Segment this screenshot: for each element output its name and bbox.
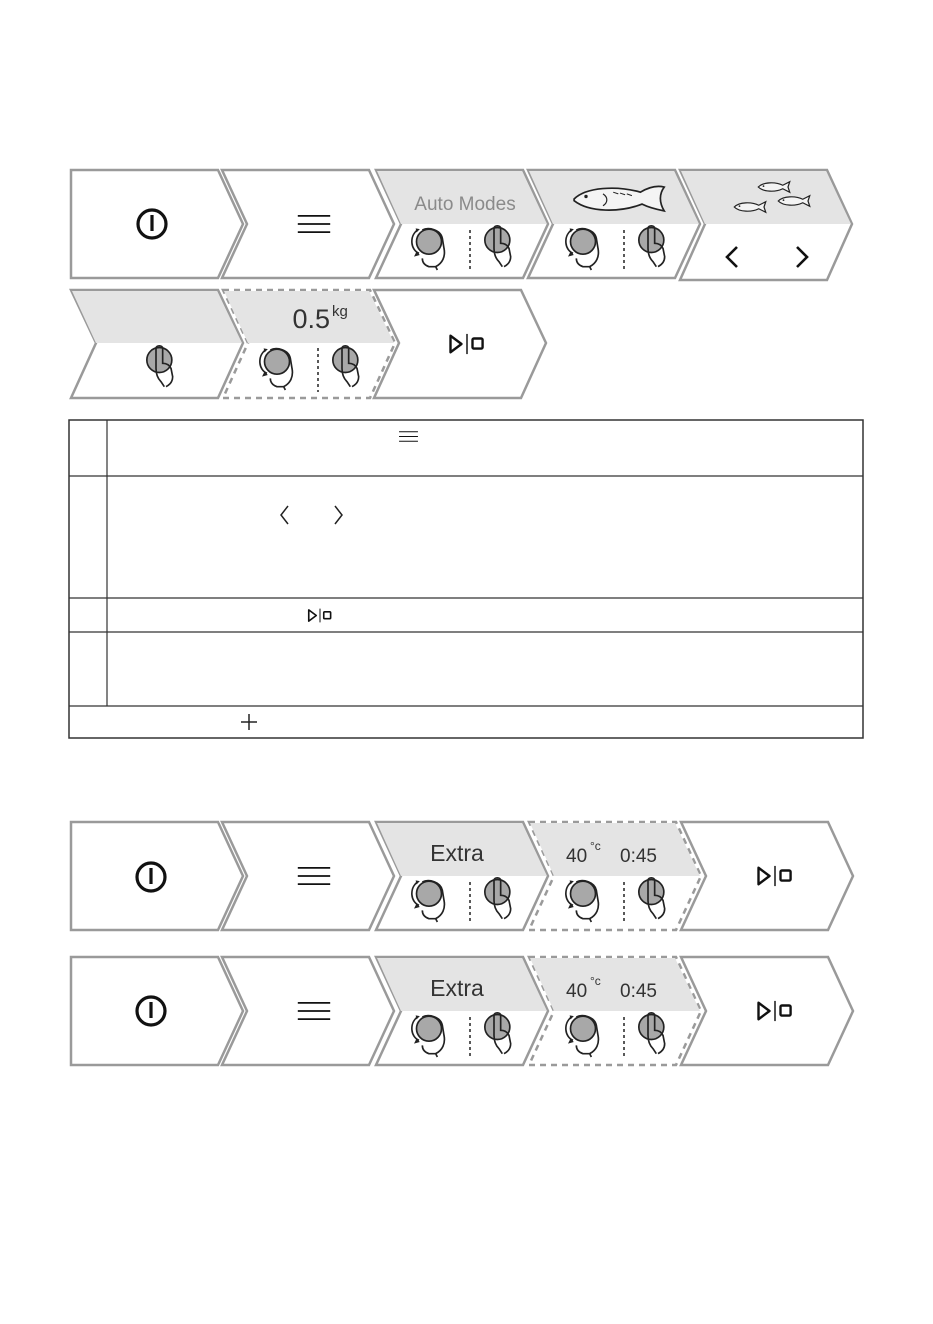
sequence-c <box>71 957 853 1065</box>
step-extra <box>376 822 548 930</box>
temperature-unit: °c <box>590 974 601 988</box>
step-power <box>71 822 243 930</box>
weight-unit: kg <box>332 303 348 320</box>
step-weight <box>223 290 395 398</box>
start-pause-icon <box>309 609 331 623</box>
step-start <box>681 957 853 1065</box>
arrow-right-icon <box>335 506 342 524</box>
step-fish <box>528 170 700 278</box>
sequence-a-row-1 <box>71 170 852 280</box>
step-start <box>681 822 853 930</box>
step-fish-select <box>680 170 852 280</box>
step-temp-time <box>529 957 701 1065</box>
step-start <box>374 290 546 398</box>
sequence-a-row-2 <box>71 290 546 398</box>
step-power <box>71 170 243 278</box>
temperature-value: 40 <box>566 846 588 867</box>
step-menu <box>222 957 394 1065</box>
auto-modes-label: Auto Modes <box>414 194 516 215</box>
step-menu <box>222 822 394 930</box>
step-menu <box>222 170 394 278</box>
instruction-table <box>69 420 863 738</box>
weight-value: 0.5 <box>292 304 330 334</box>
extra-label: Extra <box>430 975 484 1001</box>
extra-label: Extra <box>430 840 484 866</box>
sequence-b <box>71 822 853 930</box>
step-temp-time <box>529 822 701 930</box>
step-auto-modes <box>376 170 548 278</box>
arrow-left-icon <box>281 506 288 524</box>
plus-icon <box>241 714 257 730</box>
temperature-unit: °c <box>590 839 601 853</box>
time-value: 0:45 <box>620 846 657 867</box>
menu-icon <box>399 432 418 441</box>
step-extra <box>376 957 548 1065</box>
step-confirm <box>71 290 243 398</box>
step-power <box>71 957 243 1065</box>
time-value: 0:45 <box>620 981 657 1002</box>
temperature-value: 40 <box>566 981 588 1002</box>
